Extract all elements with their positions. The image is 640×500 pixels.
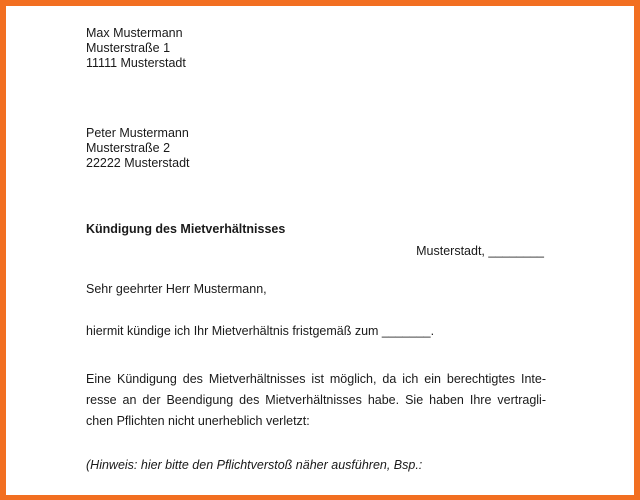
sender-city: 11111 Musterstadt	[86, 56, 186, 70]
recipient-address	[86, 126, 190, 171]
paragraph-line-2: resse an der Beendigung des Mietverhältnisses habe. Sie haben Ihre vertragli-	[86, 393, 546, 407]
sender-name: Max Mustermann	[86, 26, 183, 40]
recipient-street: Musterstraße 2	[86, 141, 171, 155]
intro-sentence: hiermit kündige ich Ihr Mietverhältnis fristgemäß zum _______.	[86, 324, 435, 338]
body-paragraph	[86, 369, 546, 432]
paragraph-line-3: chen Pflichten nicht unerheblich verletzt:	[86, 414, 310, 428]
recipient-name: Peter Mustermann	[86, 126, 189, 140]
paragraph-line-1: Eine Kündigung des Mietverhältnisses ist möglich, da ich ein berechtigtes Inte-	[86, 372, 546, 386]
sender-address	[86, 26, 186, 71]
salutation: Sehr geehrter Herr Mustermann,	[86, 282, 267, 296]
recipient-city: 22222 Musterstadt	[86, 156, 190, 170]
hint-note: (Hinweis: hier bitte den Pflichtverstoß näher ausführen, Bsp.:	[86, 458, 423, 472]
place-date-line: Musterstadt, ________	[416, 244, 544, 258]
letter-subject: Kündigung des Mietverhältnisses	[86, 222, 286, 236]
sender-street: Musterstraße 1	[86, 41, 171, 55]
